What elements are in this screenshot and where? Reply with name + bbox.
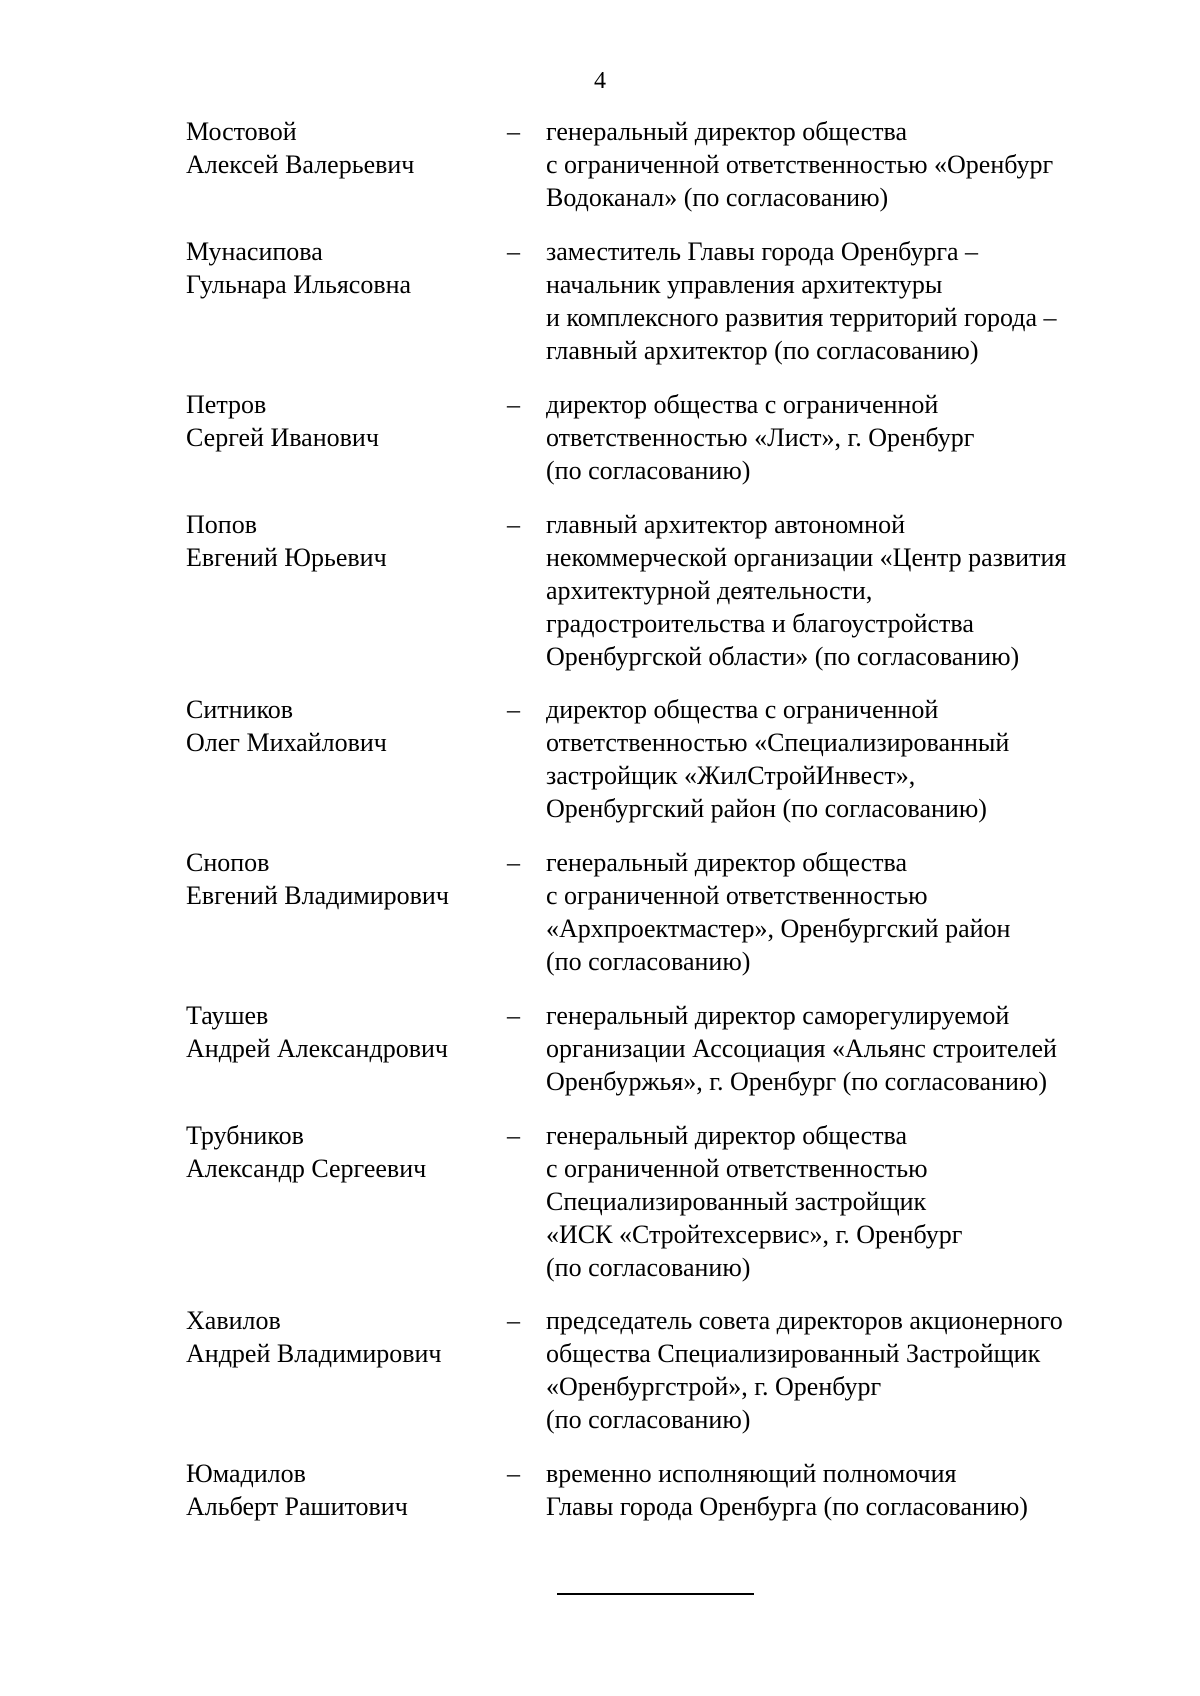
dash-separator: – bbox=[507, 1306, 520, 1335]
member-name bbox=[186, 115, 496, 181]
member-surname: Юмадилов bbox=[186, 1459, 306, 1488]
member-name bbox=[186, 1457, 496, 1523]
role-line: «Архпроектмастер», Оренбургский район bbox=[546, 914, 1011, 943]
member-role bbox=[546, 115, 1186, 214]
member-role bbox=[546, 1119, 1186, 1284]
role-line: главный архитектор автономной bbox=[546, 510, 905, 539]
role-line: директор общества с ограниченной bbox=[546, 695, 939, 724]
member-name bbox=[186, 693, 496, 759]
role-line: «ИСК «Стройтехсервис», г. Оренбург bbox=[546, 1220, 963, 1249]
role-line: генеральный директор общества bbox=[546, 117, 908, 146]
member-surname: Таушев bbox=[186, 1001, 269, 1030]
end-rule-divider bbox=[557, 1593, 754, 1595]
member-name bbox=[186, 235, 496, 301]
member-name bbox=[186, 846, 496, 912]
role-line: градостроительства и благоустройства bbox=[546, 609, 974, 638]
role-line: Оренбургский район (по согласованию) bbox=[546, 794, 987, 823]
role-line: директор общества с ограниченной bbox=[546, 390, 939, 419]
member-given-names: Алексей Валерьевич bbox=[186, 150, 415, 179]
dash-separator: – bbox=[507, 510, 520, 539]
member-given-names: Олег Михайлович bbox=[186, 728, 387, 757]
member-given-names: Андрей Александрович bbox=[186, 1034, 448, 1063]
role-line: организации Ассоциация «Альянс строителей bbox=[546, 1034, 1057, 1063]
role-line: заместитель Главы города Оренбурга – bbox=[546, 237, 979, 266]
role-line: (по согласованию) bbox=[546, 947, 751, 976]
role-line: главный архитектор (по согласованию) bbox=[546, 336, 979, 365]
role-line: ответственностью «Специализированный bbox=[546, 728, 1010, 757]
role-line: Водоканал» (по согласованию) bbox=[546, 183, 889, 212]
role-line: председатель совета директоров акционерного bbox=[546, 1306, 1063, 1335]
dash-separator: – bbox=[507, 1459, 520, 1488]
dash-separator: – bbox=[507, 390, 520, 419]
member-surname: Петров bbox=[186, 390, 267, 419]
member-role bbox=[546, 388, 1186, 487]
dash-separator: – bbox=[507, 1121, 520, 1150]
role-line: некоммерческой организации «Центр развития bbox=[546, 543, 1067, 572]
role-line: и комплексного развития территорий города – bbox=[546, 303, 1057, 332]
member-name bbox=[186, 508, 496, 574]
role-line: временно исполняющий полномочия bbox=[546, 1459, 957, 1488]
member-given-names: Александр Сергеевич bbox=[186, 1154, 427, 1183]
member-given-names: Альберт Рашитович bbox=[186, 1492, 408, 1521]
member-surname: Мунасипова bbox=[186, 237, 323, 266]
role-line: с ограниченной ответственностью «Оренбург bbox=[546, 150, 1054, 179]
member-given-names: Евгений Юрьевич bbox=[186, 543, 387, 572]
role-line: общества Специализированный Застройщик bbox=[546, 1339, 1041, 1368]
role-line: Специализированный застройщик bbox=[546, 1187, 927, 1216]
role-line: Оренбуржья», г. Оренбург (по согласованию) bbox=[546, 1067, 1048, 1096]
role-line: Главы города Оренбурга (по согласованию) bbox=[546, 1492, 1028, 1521]
member-given-names: Гульнара Ильясовна bbox=[186, 270, 412, 299]
member-role bbox=[546, 999, 1186, 1098]
dash-separator: – bbox=[507, 848, 520, 877]
role-line: с ограниченной ответственностью bbox=[546, 881, 928, 910]
member-role bbox=[546, 508, 1186, 673]
member-surname: Попов bbox=[186, 510, 257, 539]
role-line: ответственностью «Лист», г. Оренбург bbox=[546, 423, 975, 452]
member-role bbox=[546, 235, 1186, 367]
role-line: (по согласованию) bbox=[546, 456, 751, 485]
member-given-names: Андрей Владимирович bbox=[186, 1339, 442, 1368]
member-surname: Трубников bbox=[186, 1121, 304, 1150]
member-surname: Ситников bbox=[186, 695, 294, 724]
role-line: (по согласованию) bbox=[546, 1405, 751, 1434]
dash-separator: – bbox=[507, 237, 520, 266]
dash-separator: – bbox=[507, 695, 520, 724]
role-line: (по согласованию) bbox=[546, 1253, 751, 1282]
member-role bbox=[546, 693, 1186, 825]
member-given-names: Евгений Владимирович bbox=[186, 881, 449, 910]
role-line: «Оренбургстрой», г. Оренбург bbox=[546, 1372, 882, 1401]
member-surname: Мостовой bbox=[186, 117, 297, 146]
member-name bbox=[186, 1119, 496, 1185]
page-number: 4 bbox=[594, 68, 606, 94]
role-line: генеральный директор общества bbox=[546, 848, 908, 877]
role-line: с ограниченной ответственностью bbox=[546, 1154, 928, 1183]
dash-separator: – bbox=[507, 1001, 520, 1030]
role-line: архитектурной деятельности, bbox=[546, 576, 873, 605]
role-line: генеральный директор общества bbox=[546, 1121, 908, 1150]
dash-separator: – bbox=[507, 117, 520, 146]
member-surname: Хавилов bbox=[186, 1306, 281, 1335]
role-line: Оренбургской области» (по согласованию) bbox=[546, 642, 1020, 671]
member-role bbox=[546, 1304, 1186, 1436]
member-name bbox=[186, 1304, 496, 1370]
member-role bbox=[546, 846, 1186, 978]
role-line: застройщик «ЖилСтройИнвест», bbox=[546, 761, 916, 790]
member-name bbox=[186, 999, 496, 1065]
member-role bbox=[546, 1457, 1186, 1523]
role-line: генеральный директор саморегулируемой bbox=[546, 1001, 1010, 1030]
member-given-names: Сергей Иванович bbox=[186, 423, 379, 452]
member-surname: Снопов bbox=[186, 848, 270, 877]
role-line: начальник управления архитектуры bbox=[546, 270, 943, 299]
member-name bbox=[186, 388, 496, 454]
